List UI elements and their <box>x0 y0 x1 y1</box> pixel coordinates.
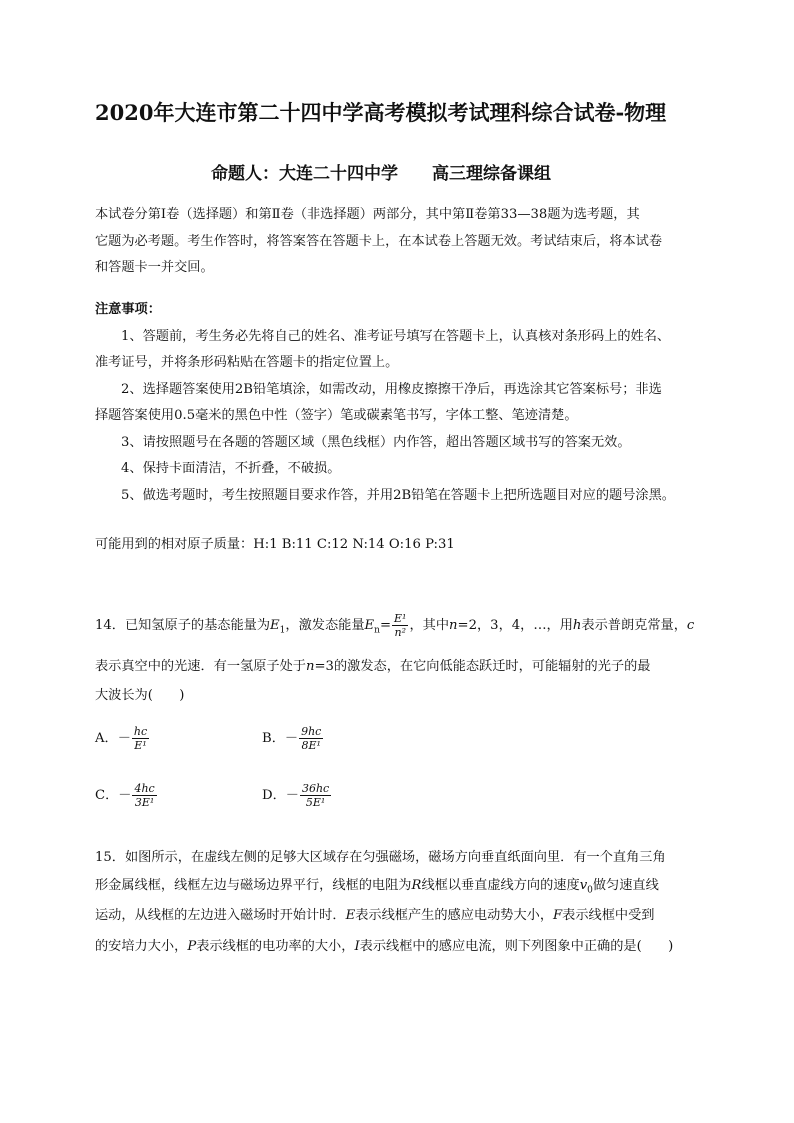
q14-line-1: 14．已知氢原子的基态能量为$E_1$，激发态能量$E_n=$ $\frac{\text{E¹}}{\text{n²}}$ ，其中n=2，3，4，…，用h表示普朗克常量，c <box>95 612 695 639</box>
intro-line: 它题为必考题。考生作答时，将答案答在答题卡上，在本试卷上答题无效。考试结束后，将本试卷 <box>95 233 663 249</box>
q14-option-d[interactable]: D．－ $\frac{36hc}{\text{5E¹}}$ <box>262 782 330 809</box>
note-item: 4、保持卡面清洁，不折叠，不破损。 <box>121 461 341 476</box>
q15-line-4: 的安培力大小，P表示线框的电功率的大小，I表示线框中的感应电流，则下列图象中正确的是( ) <box>95 939 674 954</box>
note-item: 择题答案使用0.5毫米的黑色中性（签字）笔或碳素笔书写，字体工整、笔迹清楚。 <box>95 408 578 423</box>
q15-line-2: 形金属线框，线框左边与磁场边界平行，线框的电阻为R线框以垂直虚线方向的速度$v_0$做匀速直线 <box>95 878 659 896</box>
intro-paragraph <box>95 202 705 282</box>
author-label: 命题人：大连二十四中学 <box>211 164 398 184</box>
note-item: 准考证号，并将条形码粘贴在答题卡的指定位置上。 <box>95 355 399 370</box>
note-item: 3、请按照题号在各题的答题区域（黑色线框）内作答，超出答题区域书写的答案无效。 <box>121 434 631 450</box>
q15-line-3: 运动，从线框的左边进入磁场时开始计时．E表示线框产生的感应电动势大小，F表示线框中受到 <box>95 908 655 923</box>
atomic-mass-line: 可能用到的相对原子质量：H:1 B:11 C:12 N:14 O:16 P:31 <box>95 537 455 552</box>
notes-section <box>95 297 705 509</box>
option-fraction: $\frac{hc}{\text{E¹}}$ <box>133 725 148 752</box>
option-fraction: $\frac{4hc}{\text{3E¹}}$ <box>134 782 155 809</box>
intro-line: 和答题卡一并交回。 <box>95 260 214 275</box>
option-fraction: $\frac{36hc}{\text{5E¹}}$ <box>301 782 330 809</box>
note-item: 1、答题前，考生务必先将自己的姓名、准考证号填写在答题卡上，认真核对条形码上的姓名、 <box>121 328 671 344</box>
energy-fraction: $\frac{\text{E¹}}{\text{n²}}$ <box>394 612 407 639</box>
q14-option-c[interactable]: C．－ $\frac{4hc}{\text{3E¹}}$ <box>95 782 155 809</box>
notes-heading: 注意事项： <box>95 302 161 317</box>
note-item: 5、做选考题时，考生按照题目要求作答，并用2B铅笔在答题卡上把所选题目对应的题号涂黑。 <box>121 487 675 503</box>
q15-line-1: 15．如图所示，在虚线左侧的足够大区域存在匀强磁场，磁场方向垂直纸面向里．有一个直角三角 <box>95 850 666 865</box>
q14-option-b[interactable]: B．－ $\frac{9hc}{\text{8E¹}}$ <box>262 725 322 752</box>
intro-line: 本试卷分第Ⅰ卷（选择题）和第Ⅱ卷（非选择题）两部分，其中第Ⅱ卷第33—38题为选考题，其 <box>95 207 640 222</box>
option-fraction: $\frac{9hc}{\text{8E¹}}$ <box>301 725 322 752</box>
author-line <box>211 159 551 184</box>
note-item: 2、选择题答案使用2B铅笔填涂，如需改动，用橡皮擦擦干净后，再选涂其它答案标号；非选 <box>121 381 662 397</box>
q14-line-2: 表示真空中的光速．有一氢原子处于n=3的激发态，在它向低能态跃迁时，可能辐射的光子的最 <box>95 659 651 674</box>
page-title: 2020年大连市第二十四中学高考模拟考试理科综合试卷-物理 <box>95 100 667 125</box>
q14-option-a[interactable]: A．－ $\frac{hc}{\text{E¹}}$ <box>95 725 148 752</box>
q14-line-3: 大波长为( ) <box>95 688 185 703</box>
author-group: 高三理综备课组 <box>432 164 551 184</box>
